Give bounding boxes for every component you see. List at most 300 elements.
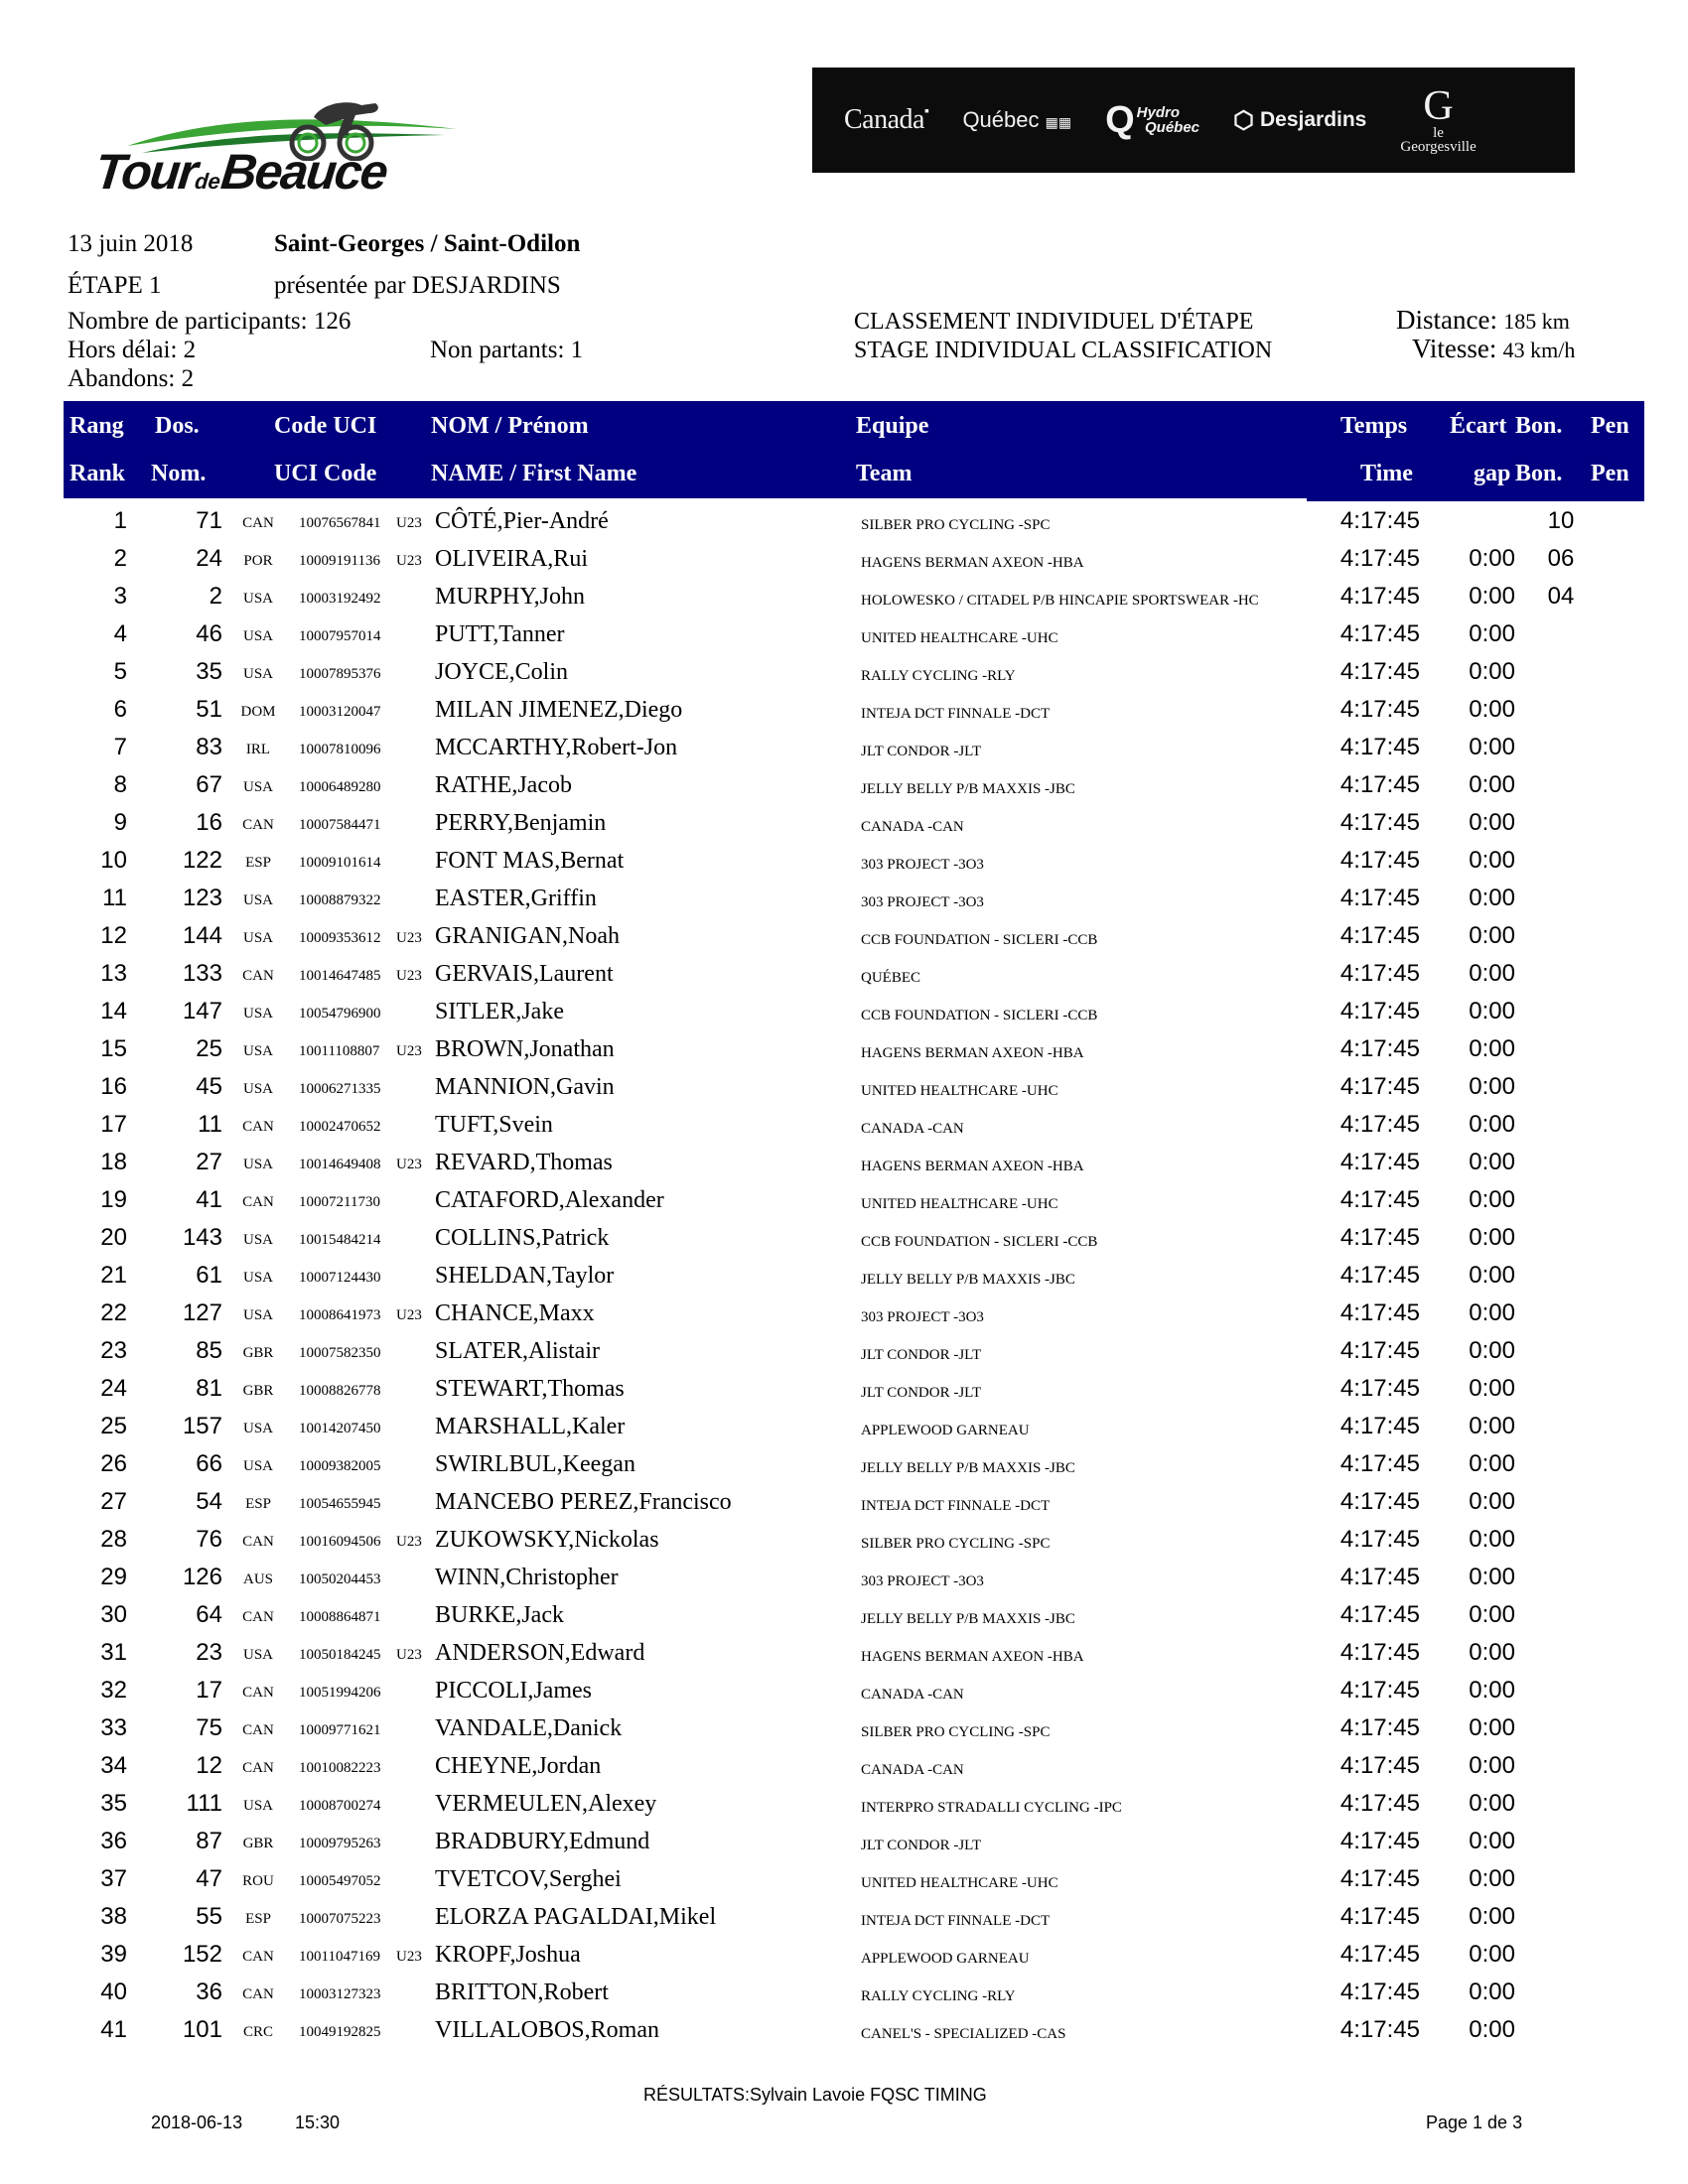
rider-time: 4:17:45	[1339, 1299, 1420, 1326]
header-rank-fr: Rang	[70, 413, 124, 439]
rider-bib: 47	[196, 1865, 222, 1892]
rider-name: SHELDAN,Taylor	[435, 1263, 615, 1289]
rider-bib: 45	[196, 1073, 222, 1100]
table-row	[0, 583, 1688, 620]
rider-category: U23	[396, 930, 422, 946]
rider-team: JLT CONDOR -JLT	[861, 744, 982, 759]
rider-uci-code: 10007810096	[299, 742, 381, 757]
rider-bib: 23	[196, 1639, 222, 1666]
rider-gap: 0:00	[1469, 1186, 1515, 1213]
table-row	[0, 1828, 1688, 1865]
rider-nationality: USA	[242, 1043, 273, 1059]
rider-team: INTEJA DCT FINNALE -DCT	[861, 706, 1051, 722]
rider-team: JELLY BELLY P/B MAXXIS -JBC	[861, 781, 1075, 797]
rider-rank: 4	[113, 620, 127, 647]
header-time-en: Time	[1360, 461, 1413, 486]
rider-uci-code: 10009795263	[299, 1836, 381, 1851]
rider-gap: 0:00	[1469, 1790, 1515, 1817]
rider-time: 4:17:45	[1339, 1111, 1420, 1138]
rider-team: 303 PROJECT -3O3	[861, 857, 984, 873]
rider-bib: 12	[196, 1752, 222, 1779]
rider-time: 4:17:45	[1339, 885, 1420, 911]
rider-rank: 32	[100, 1677, 127, 1704]
rider-nationality: USA	[242, 930, 273, 946]
rider-bib: 41	[196, 1186, 222, 1213]
rider-team: HAGENS BERMAN AXEON -HBA	[861, 555, 1084, 571]
rider-uci-code: 10011108807	[299, 1043, 380, 1059]
rider-name: MCCARTHY,Robert-Jon	[435, 735, 678, 760]
rider-bib: 71	[196, 507, 222, 534]
table-row	[0, 620, 1688, 658]
rider-gap: 0:00	[1469, 922, 1515, 949]
rider-name: MURPHY,John	[435, 584, 585, 610]
rider-gap: 0:00	[1469, 847, 1515, 874]
rider-name: BRITTON,Robert	[435, 1979, 609, 2005]
rider-bib: 46	[196, 620, 222, 647]
rider-bib: 11	[198, 1111, 222, 1138]
rider-team: UNITED HEALTHCARE -UHC	[861, 630, 1058, 646]
rider-team: RALLY CYCLING -RLY	[861, 1988, 1016, 2004]
table-row	[0, 1941, 1688, 1979]
rider-nationality: CAN	[242, 1119, 274, 1135]
rider-rank: 26	[100, 1450, 127, 1477]
rider-uci-code: 10050204453	[299, 1571, 381, 1587]
abandons-count: Abandons: 2	[68, 365, 195, 392]
rider-rank: 20	[100, 1224, 127, 1251]
rider-name: VANDALE,Danick	[435, 1715, 623, 1741]
rider-gap: 0:00	[1469, 1639, 1515, 1666]
rider-time: 4:17:45	[1339, 1790, 1420, 1817]
rider-time: 4:17:45	[1339, 1186, 1420, 1213]
rider-uci-code: 10016094506	[299, 1534, 381, 1550]
rider-rank: 6	[113, 696, 127, 723]
stage-presenter: présentée par DESJARDINS	[274, 272, 561, 299]
rider-uci-code: 10007957014	[299, 628, 381, 644]
rider-name: SWIRLBUL,Keegan	[435, 1451, 635, 1477]
rider-gap: 0:00	[1469, 1450, 1515, 1477]
rider-rank: 3	[113, 583, 127, 610]
rider-gap: 0:00	[1469, 1111, 1515, 1138]
rider-rank: 18	[100, 1149, 127, 1175]
rider-rank: 22	[100, 1299, 127, 1326]
rider-name: CATAFORD,Alexander	[435, 1187, 664, 1213]
print-date: 2018-06-13	[151, 2113, 243, 2132]
rider-team: INTEJA DCT FINNALE -DCT	[861, 1498, 1051, 1514]
header-penalty-fr: Pen	[1591, 413, 1629, 439]
table-row	[0, 1677, 1688, 1714]
rider-uci-code: 10014207450	[299, 1421, 381, 1436]
rider-bib: 126	[182, 1564, 222, 1590]
rider-uci-code: 10015484214	[299, 1232, 381, 1248]
rider-name: REVARD,Thomas	[435, 1150, 613, 1175]
table-row	[0, 1979, 1688, 2016]
rider-uci-code: 10007582350	[299, 1345, 381, 1361]
rider-time: 4:17:45	[1339, 507, 1420, 534]
rider-name: RATHE,Jacob	[435, 772, 572, 798]
desjardins-hexagon-icon: ⬡	[1233, 106, 1254, 134]
rider-bib: 143	[182, 1224, 222, 1251]
rider-nationality: AUS	[242, 1571, 273, 1587]
logo-wordmark: TourdeBeauce	[92, 144, 389, 200]
rider-team: 303 PROJECT -3O3	[861, 1573, 984, 1589]
rider-bib: 85	[196, 1337, 222, 1364]
rider-gap: 0:00	[1469, 1903, 1515, 1930]
table-row	[0, 1639, 1688, 1677]
rider-rank: 9	[113, 809, 127, 836]
rider-bib: 66	[196, 1450, 222, 1477]
rider-bib: 127	[182, 1299, 222, 1326]
rider-bonus: 06	[1547, 545, 1575, 572]
rider-team: SILBER PRO CYCLING -SPC	[861, 1536, 1051, 1552]
rider-uci-code: 10007584471	[299, 817, 381, 833]
rider-rank: 11	[102, 885, 127, 911]
rider-team: JELLY BELLY P/B MAXXIS -JBC	[861, 1611, 1075, 1627]
header-gap-en: gap	[1474, 461, 1511, 486]
rider-team: CANADA -CAN	[861, 1121, 964, 1137]
rider-rank: 15	[100, 1035, 127, 1062]
stage-route: Saint-Georges / Saint-Odilon	[274, 230, 581, 257]
rider-time: 4:17:45	[1339, 1564, 1420, 1590]
rider-time: 4:17:45	[1339, 1149, 1420, 1175]
rider-rank: 24	[100, 1375, 127, 1402]
rider-team: RALLY CYCLING -RLY	[861, 668, 1016, 684]
rider-nationality: CAN	[242, 1609, 274, 1625]
rider-nationality: POR	[243, 553, 273, 569]
rider-nationality: USA	[242, 1270, 273, 1286]
header-penalty-en: Pen	[1591, 461, 1629, 486]
rider-name: MANCEBO PEREZ,Francisco	[435, 1489, 732, 1515]
rider-time: 4:17:45	[1339, 1073, 1420, 1100]
rider-gap: 0:00	[1469, 1224, 1515, 1251]
rider-nationality: CAN	[242, 1949, 274, 1965]
header-rank-en: Rank	[70, 461, 126, 486]
table-row	[0, 809, 1688, 847]
rider-bib: 111	[186, 1790, 222, 1817]
rider-bib: 75	[196, 1714, 222, 1741]
rider-name: VILLALOBOS,Roman	[435, 2017, 659, 2043]
rider-rank: 21	[100, 1262, 127, 1289]
rider-gap: 0:00	[1469, 1413, 1515, 1439]
table-row	[0, 734, 1688, 771]
rider-team: 303 PROJECT -3O3	[861, 894, 984, 910]
header-underline	[1307, 498, 1644, 501]
rider-nationality: IRL	[245, 742, 271, 757]
rider-uci-code: 10014649408	[299, 1157, 381, 1172]
rider-rank: 37	[100, 1865, 127, 1892]
rider-name: OLIVEIRA,Rui	[435, 546, 588, 572]
rider-gap: 0:00	[1469, 1714, 1515, 1741]
rider-time: 4:17:45	[1339, 545, 1420, 572]
rider-category: U23	[396, 1534, 422, 1550]
classification-title-en: STAGE INDIVIDUAL CLASSIFICATION	[854, 338, 1273, 363]
rider-gap: 0:00	[1469, 1299, 1515, 1326]
rider-time: 4:17:45	[1339, 658, 1420, 685]
rider-bib: 81	[196, 1375, 222, 1402]
rider-rank: 27	[100, 1488, 127, 1515]
rider-name: CHEYNE,Jordan	[435, 1753, 602, 1779]
rider-nationality: USA	[242, 1081, 273, 1097]
rider-name: PUTT,Tanner	[435, 621, 565, 647]
rider-team: 303 PROJECT -3O3	[861, 1309, 984, 1325]
rider-nationality: USA	[242, 1307, 273, 1323]
rider-gap: 0:00	[1469, 1375, 1515, 1402]
header-name-en: NAME / First Name	[431, 461, 637, 486]
rider-team: HAGENS BERMAN AXEON -HBA	[861, 1159, 1084, 1174]
rider-nationality: USA	[242, 1006, 273, 1022]
rider-time: 4:17:45	[1339, 1865, 1420, 1892]
rider-nationality: USA	[242, 1647, 273, 1663]
rider-team: SILBER PRO CYCLING -SPC	[861, 517, 1051, 533]
rider-bib: 67	[196, 771, 222, 798]
rider-uci-code: 10002470652	[299, 1119, 381, 1135]
rider-time: 4:17:45	[1339, 734, 1420, 760]
rider-time: 4:17:45	[1339, 696, 1420, 723]
rider-gap: 0:00	[1469, 1752, 1515, 1779]
rider-time: 4:17:45	[1339, 998, 1420, 1024]
header-name-fr: NOM / Prénom	[431, 413, 589, 439]
rider-uci-code: 10054796900	[299, 1006, 381, 1022]
rider-team: INTEJA DCT FINNALE -DCT	[861, 1913, 1051, 1929]
rider-uci-code: 10051994206	[299, 1685, 381, 1701]
rider-gap: 0:00	[1469, 1601, 1515, 1628]
table-row	[0, 1262, 1688, 1299]
rider-name: JOYCE,Colin	[435, 659, 569, 685]
rider-rank: 38	[100, 1903, 127, 1930]
rider-gap: 0:00	[1469, 998, 1515, 1024]
sponsor-georgesville: G le Georgesville	[1400, 83, 1477, 155]
rider-team: APPLEWOOD GARNEAU	[861, 1951, 1030, 1967]
rider-rank: 1	[113, 507, 127, 534]
table-row	[0, 507, 1688, 545]
rider-nationality: USA	[242, 666, 273, 682]
rider-gap: 0:00	[1469, 1073, 1515, 1100]
rider-gap: 0:00	[1469, 1337, 1515, 1364]
rider-rank: 12	[100, 922, 127, 949]
table-row	[0, 1299, 1688, 1337]
table-row	[0, 696, 1688, 734]
rider-team: JLT CONDOR -JLT	[861, 1347, 982, 1363]
rider-nationality: GBR	[242, 1345, 274, 1361]
rider-nationality: CAN	[242, 1194, 274, 1210]
table-row	[0, 1375, 1688, 1413]
speed: Vitesse: 43 km/h	[1412, 334, 1576, 363]
rider-name: PICCOLI,James	[435, 1678, 592, 1704]
rider-uci-code: 10009382005	[299, 1458, 381, 1474]
rider-gap: 0:00	[1469, 885, 1515, 911]
rider-name: BURKE,Jack	[435, 1602, 564, 1628]
table-row	[0, 1450, 1688, 1488]
rider-team: CANADA -CAN	[861, 1762, 964, 1778]
rider-nationality: GBR	[242, 1836, 274, 1851]
rider-rank: 30	[100, 1601, 127, 1628]
rider-time: 4:17:45	[1339, 1979, 1420, 2005]
rider-nationality: CAN	[242, 1986, 274, 2002]
table-row	[0, 1073, 1688, 1111]
rider-rank: 25	[100, 1413, 127, 1439]
rider-bib: 51	[196, 696, 222, 723]
rider-team: QUÉBEC	[861, 970, 920, 986]
rider-bib: 2	[209, 583, 222, 610]
rider-time: 4:17:45	[1339, 1601, 1420, 1628]
rider-team: CANADA -CAN	[861, 819, 964, 835]
rider-team: JELLY BELLY P/B MAXXIS -JBC	[861, 1460, 1075, 1476]
rider-uci-code: 10008879322	[299, 892, 381, 908]
rider-rank: 8	[113, 771, 127, 798]
rider-team: CANEL'S - SPECIALIZED -CAS	[861, 2026, 1066, 2042]
rider-category: U23	[396, 1307, 422, 1323]
rider-name: GERVAIS,Laurent	[435, 961, 614, 987]
rider-rank: 23	[100, 1337, 127, 1364]
rider-uci-code: 10003192492	[299, 591, 381, 607]
rider-team: UNITED HEALTHCARE -UHC	[861, 1083, 1058, 1099]
table-row	[0, 1224, 1688, 1262]
rider-bib: 122	[182, 847, 222, 874]
sponsor-desjardins: ⬡ Desjardins	[1233, 106, 1367, 134]
rider-time: 4:17:45	[1339, 1450, 1420, 1477]
sponsor-banner	[812, 68, 1575, 173]
race-date: 13 juin 2018	[68, 230, 194, 257]
participants-count: Nombre de participants: 126	[68, 308, 352, 335]
rider-rank: 13	[100, 960, 127, 987]
table-row	[0, 1149, 1688, 1186]
rider-nationality: USA	[242, 1157, 273, 1172]
table-row	[0, 885, 1688, 922]
rider-name: KROPF,Joshua	[435, 1942, 581, 1968]
header-bib-en: Nom.	[151, 461, 207, 486]
header-uci-fr: Code UCI	[274, 413, 377, 439]
results-table-header	[64, 401, 1644, 498]
rider-bib: 147	[182, 998, 222, 1024]
distance: Distance: 185 km	[1396, 305, 1570, 335]
rider-rank: 34	[100, 1752, 127, 1779]
rider-uci-code: 10006271335	[299, 1081, 381, 1097]
rider-category: U23	[396, 1043, 422, 1059]
rider-time: 4:17:45	[1339, 1714, 1420, 1741]
rider-rank: 31	[100, 1639, 127, 1666]
rider-nationality: CAN	[242, 515, 274, 531]
rider-name: FONT MAS,Bernat	[435, 848, 625, 874]
rider-gap: 0:00	[1469, 734, 1515, 760]
rider-nationality: ROU	[242, 1873, 274, 1889]
table-row	[0, 1111, 1688, 1149]
rider-bib: 27	[196, 1149, 222, 1175]
rider-nationality: DOM	[240, 704, 276, 720]
rider-bib: 17	[196, 1677, 222, 1704]
rider-gap: 0:00	[1469, 1149, 1515, 1175]
table-row	[0, 1903, 1688, 1941]
rider-rank: 41	[100, 2016, 127, 2043]
rider-name: STEWART,Thomas	[435, 1376, 625, 1402]
table-row	[0, 998, 1688, 1035]
rider-category: U23	[396, 553, 422, 569]
rider-rank: 5	[113, 658, 127, 685]
rider-gap: 0:00	[1469, 1262, 1515, 1289]
rider-bib: 36	[196, 1979, 222, 2005]
rider-time: 4:17:45	[1339, 1488, 1420, 1515]
rider-nationality: CAN	[242, 1722, 274, 1738]
header-time-fr: Temps	[1340, 413, 1408, 439]
table-row	[0, 771, 1688, 809]
georgesville-g-icon: G	[1423, 83, 1454, 129]
tour-de-beauce-logo	[87, 91, 465, 201]
rider-bib: 83	[196, 734, 222, 760]
rider-name: BRADBURY,Edmund	[435, 1829, 650, 1854]
rider-uci-code: 10007211730	[299, 1194, 380, 1210]
rider-time: 4:17:45	[1339, 1224, 1420, 1251]
rider-uci-code: 10003120047	[299, 704, 381, 720]
results-credit: RÉSULTATS:Sylvain Lavoie FQSC TIMING	[643, 2085, 987, 2105]
rider-name: CHANCE,Maxx	[435, 1300, 595, 1326]
table-row	[0, 847, 1688, 885]
rider-time: 4:17:45	[1339, 960, 1420, 987]
table-row	[0, 1186, 1688, 1224]
rider-name: PERRY,Benjamin	[435, 810, 607, 836]
rider-team: CCB FOUNDATION - SICLERI -CCB	[861, 1234, 1098, 1250]
table-row	[0, 1337, 1688, 1375]
stage-number: ÉTAPE 1	[68, 272, 162, 299]
rider-uci-code: 10049192825	[299, 2024, 381, 2040]
rider-team: HAGENS BERMAN AXEON -HBA	[861, 1045, 1084, 1061]
rider-uci-code: 10009771621	[299, 1722, 381, 1738]
rider-nationality: CAN	[242, 1534, 274, 1550]
table-row	[0, 922, 1688, 960]
rider-nationality: CAN	[242, 1685, 274, 1701]
rider-team: JLT CONDOR -JLT	[861, 1385, 982, 1401]
rider-time: 4:17:45	[1339, 1941, 1420, 1968]
hors-delai-count: Hors délai: 2	[68, 337, 197, 363]
rider-uci-code: 10006489280	[299, 779, 381, 795]
table-row	[0, 1601, 1688, 1639]
header-uci-en: UCI Code	[274, 461, 377, 486]
table-row	[0, 1564, 1688, 1601]
rider-bib: 152	[182, 1941, 222, 1968]
rider-time: 4:17:45	[1339, 583, 1420, 610]
rider-nationality: USA	[242, 1232, 273, 1248]
rider-rank: 29	[100, 1564, 127, 1590]
rider-time: 4:17:45	[1339, 1828, 1420, 1854]
rider-name: MILAN JIMENEZ,Diego	[435, 697, 683, 723]
rider-bonus: 10	[1547, 507, 1575, 534]
print-time: 15:30	[295, 2113, 341, 2132]
rider-team: JELLY BELLY P/B MAXXIS -JBC	[861, 1272, 1075, 1288]
rider-gap: 0:00	[1469, 1677, 1515, 1704]
rider-gap: 0:00	[1469, 545, 1515, 572]
rider-bib: 144	[182, 922, 222, 949]
rider-time: 4:17:45	[1339, 771, 1420, 798]
rider-name: EASTER,Griffin	[435, 886, 597, 911]
rider-rank: 35	[100, 1790, 127, 1817]
rider-team: UNITED HEALTHCARE -UHC	[861, 1196, 1058, 1212]
rider-team: CANADA -CAN	[861, 1687, 964, 1703]
rider-nationality: ESP	[245, 1496, 271, 1512]
rider-name: WINN,Christopher	[435, 1565, 619, 1590]
rider-name: CÔTÉ,Pier-André	[435, 508, 609, 534]
rider-rank: 10	[100, 847, 127, 874]
sponsor-hydro-quebec: Q Hydro Québec	[1105, 98, 1200, 141]
header-gap-fr: Écart	[1450, 413, 1507, 439]
rider-nationality: CAN	[242, 817, 274, 833]
rider-team: JLT CONDOR -JLT	[861, 1838, 982, 1853]
rider-nationality: USA	[242, 1421, 273, 1436]
rider-name: COLLINS,Patrick	[435, 1225, 610, 1251]
rider-time: 4:17:45	[1339, 1526, 1420, 1553]
rider-rank: 14	[100, 998, 127, 1024]
rider-time: 4:17:45	[1339, 1752, 1420, 1779]
rider-time: 4:17:45	[1339, 2016, 1420, 2043]
rider-bib: 16	[196, 809, 222, 836]
rider-time: 4:17:45	[1339, 1413, 1420, 1439]
rider-uci-code: 10014647485	[299, 968, 381, 984]
